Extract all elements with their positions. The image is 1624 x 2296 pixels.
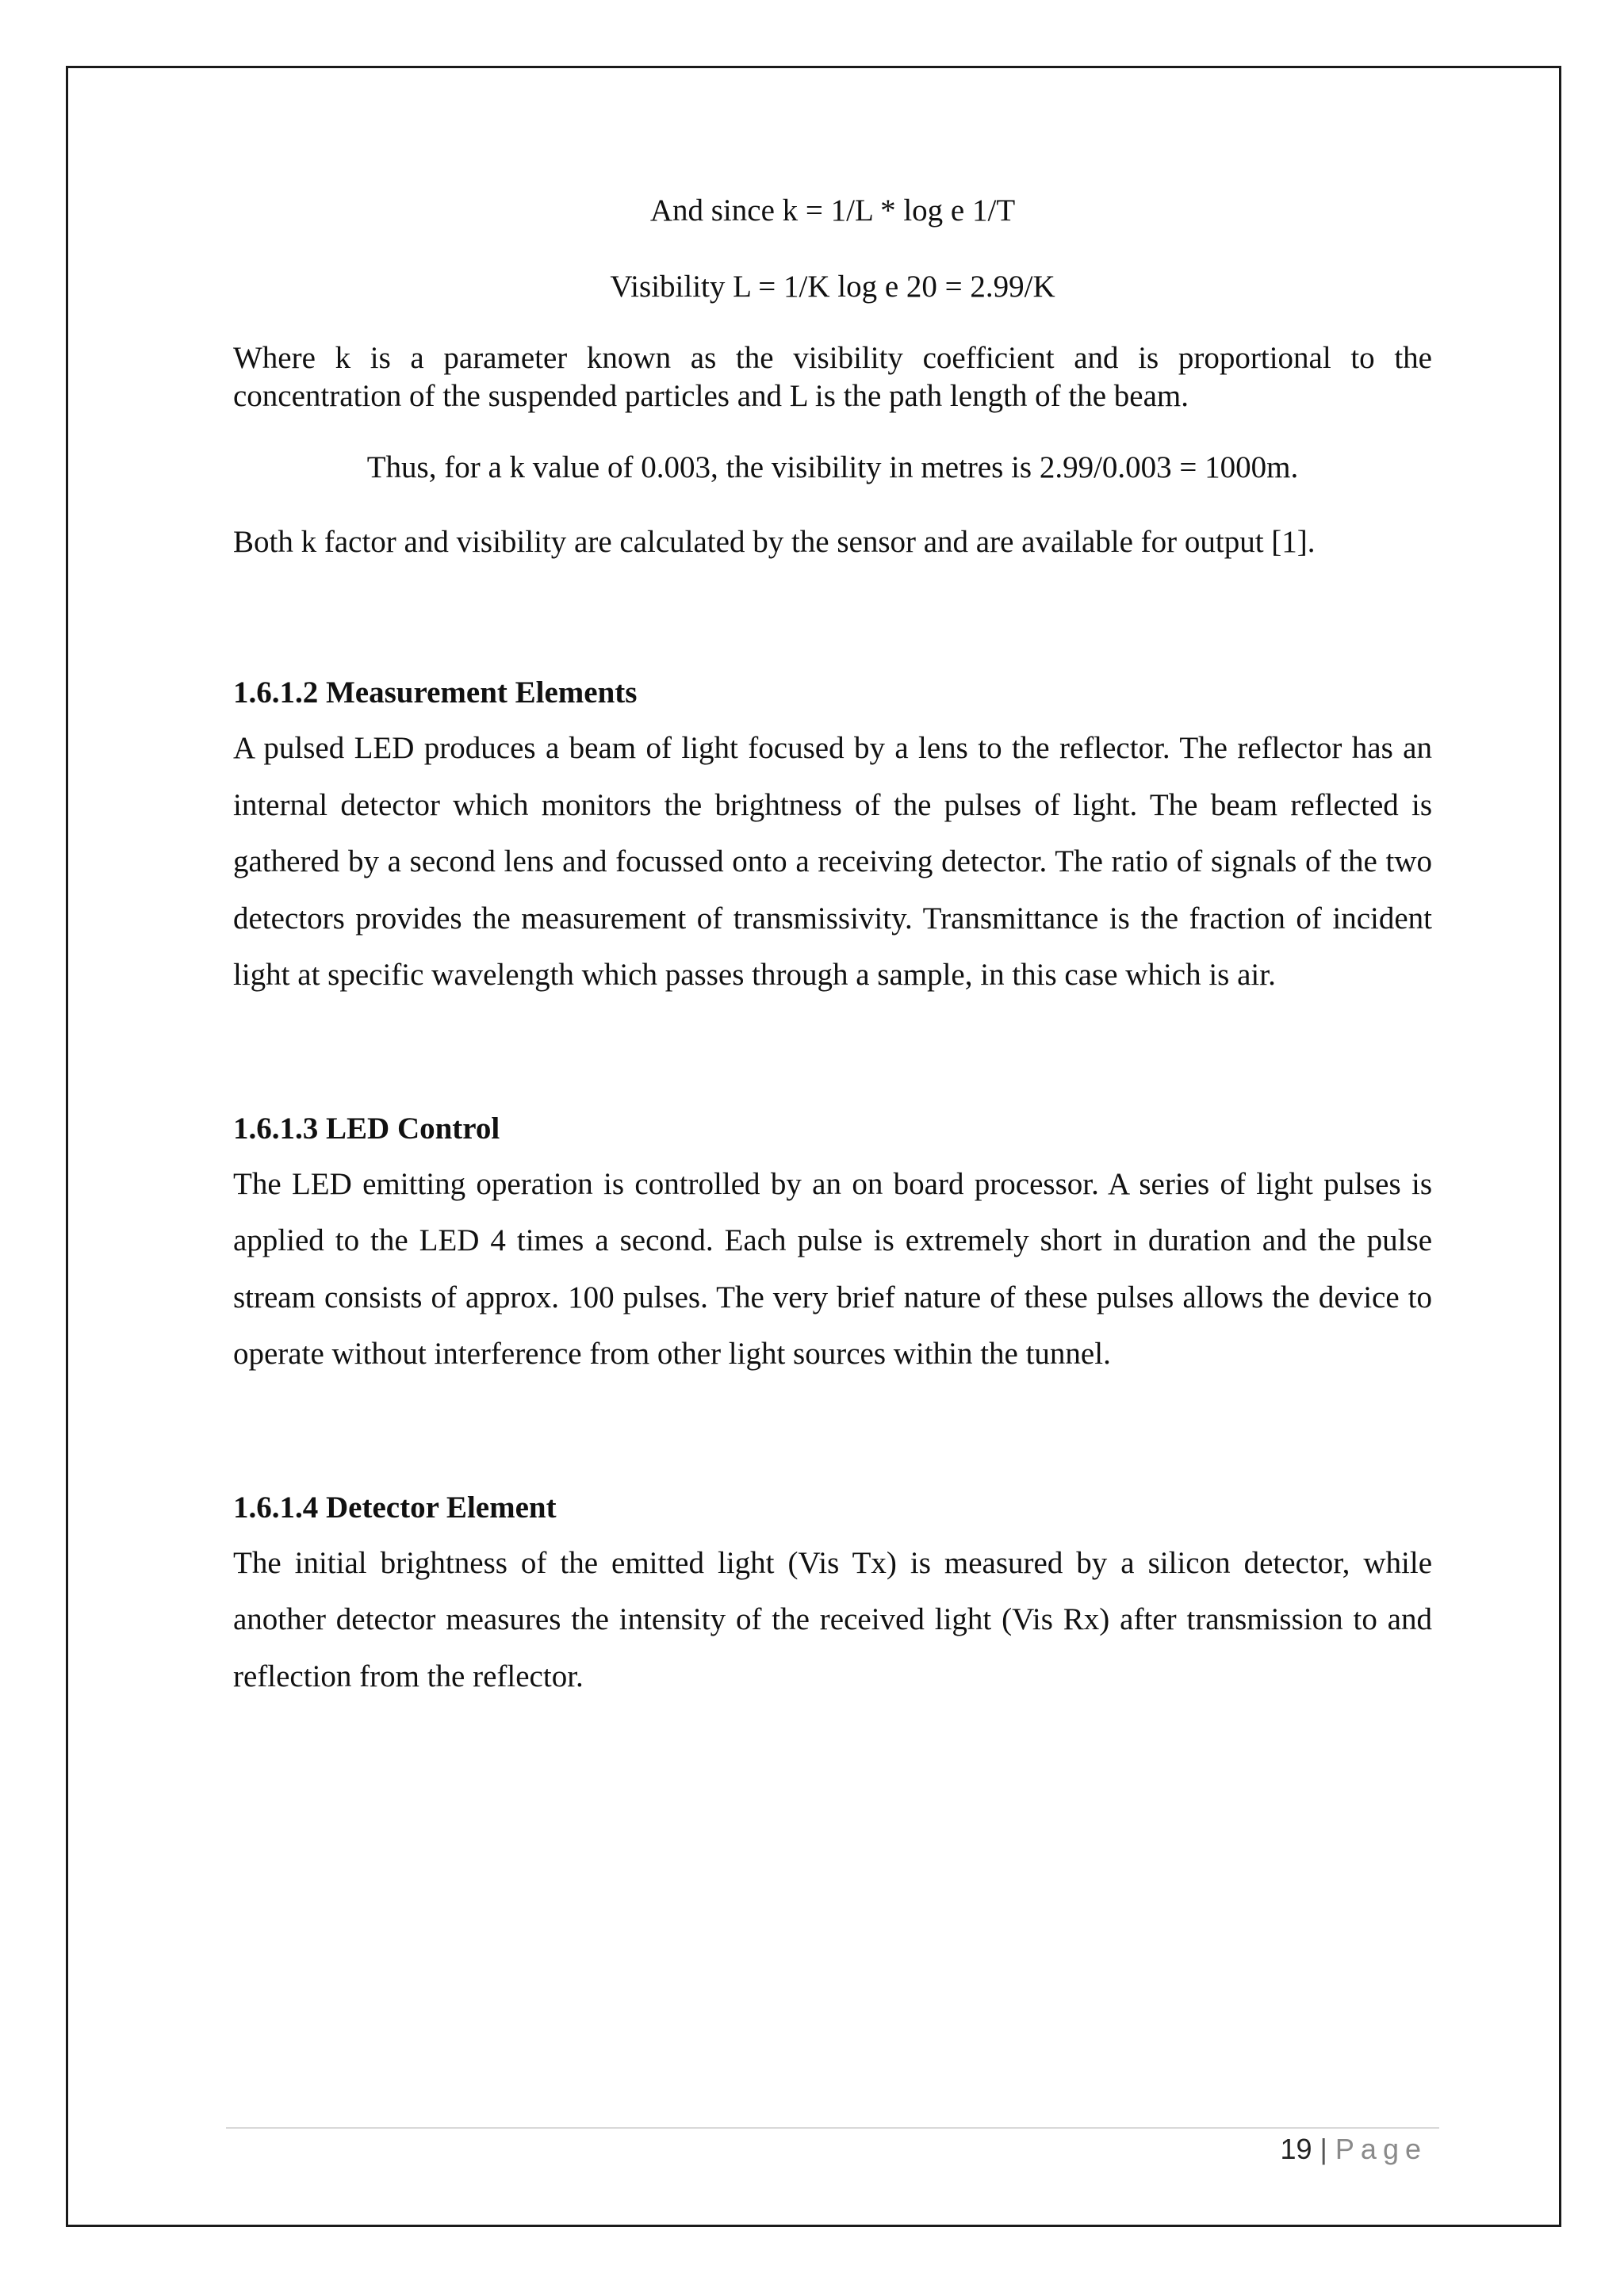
section-heading-measurement-elements: 1.6.1.2 Measurement Elements [233, 675, 638, 710]
page-footer [1280, 2133, 1427, 2166]
section-body-led-control: The LED emitting operation is controlled by an on board processor. A series of light pulses is applied to the LED 4 times a second. Each pulse is extremely short in duration and the pulse stream consists of approx. 100 pulses. The very brief nature of these pulses allows the device to operate without interference from other light sources within the tunnel. [233, 1166, 1432, 1371]
section-body-detector-element: The initial brightness of the emitted light (Vis Tx) is measured by a silicon detector, while another detector measures the intensity of the received light (Vis Rx) after transmission to and reflection from the reflector. [233, 1545, 1432, 1693]
section-heading-detector-element: 1.6.1.4 Detector Element [233, 1490, 557, 1525]
page-number: 19 [1280, 2133, 1312, 2165]
equation-visibility: Visibility L = 1/K log e 20 = 2.99/K [610, 270, 1055, 304]
equation-k: And since k = 1/L * log e 1/T [649, 193, 1016, 228]
paragraph-both: Both k factor and visibility are calculated by the sensor and are available for output [1]. [233, 525, 1316, 559]
paragraph-where: Where k is a parameter known as the visibility coefficient and is proportional to the concentration of the suspended particles and L is the path length of the beam. [233, 341, 1432, 413]
page-label: Page [1335, 2133, 1427, 2165]
equation-example: Thus, for a k value of 0.003, the visibility in metres is 2.99/0.003 = 1000m. [366, 450, 1299, 484]
footer-separator: | [1320, 2133, 1327, 2165]
section-body-measurement-elements: A pulsed LED produces a beam of light focused by a lens to the reflector. The reflector has an internal detector which monitors the brightness of the pulses of light. The beam reflected is gathered by a second lens and focussed onto a receiving detector. The ratio of signals of the two detectors provides the measurement of transmissivity. Transmittance is the fraction of incident light at specific wavelength which passes through a sample, in this case which is air. [233, 731, 1432, 992]
document-body [233, 184, 1432, 1705]
section-heading-led-control: 1.6.1.3 LED Control [233, 1111, 500, 1146]
footer-divider [226, 2127, 1439, 2129]
